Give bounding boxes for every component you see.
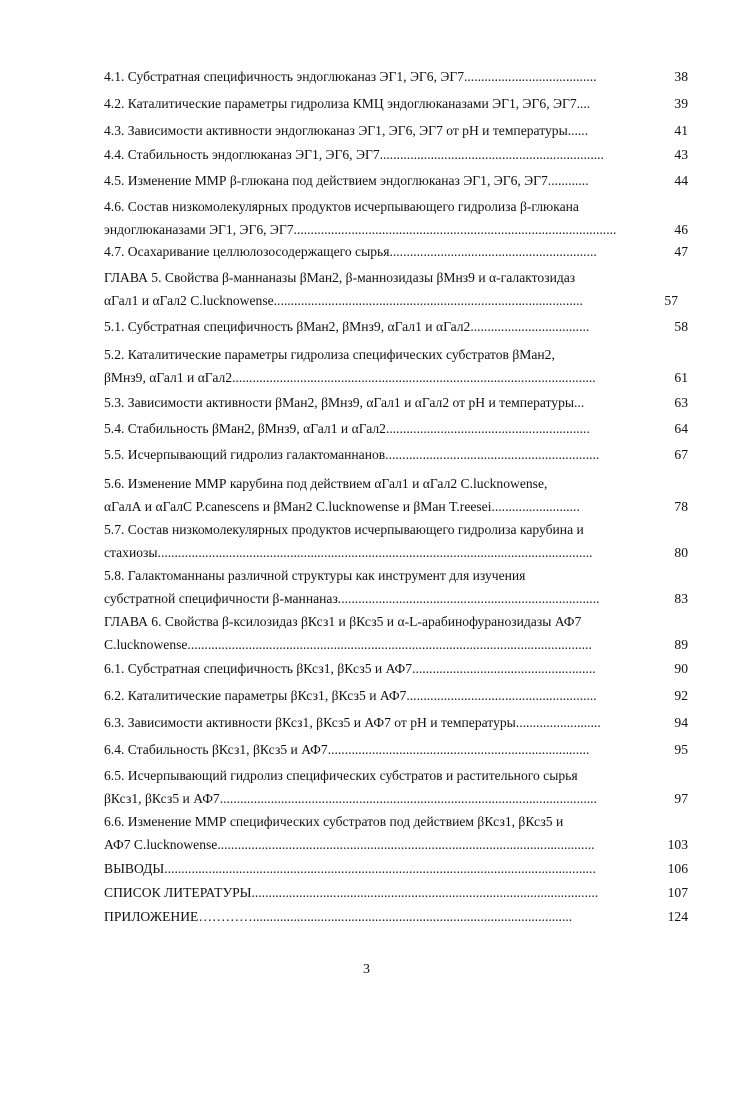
- toc-entry-text: 4.4. Стабильность эндоглюканаз ЭГ1, ЭГ6, ЭГ7..................................................................: [104, 147, 604, 162]
- toc-entry-page: 83: [674, 591, 688, 606]
- toc-entry-text: СПИСОК ЛИТЕРАТУРЫ......................................................................................................: [104, 885, 599, 900]
- toc-entry-page: 44: [674, 173, 688, 188]
- toc-entry-page: 67: [674, 447, 688, 462]
- toc-entry-text: 5.3. Зависимости активности βМан2, βМнз9, αГал1 и αГал2 от pH и температуры...: [104, 395, 585, 410]
- toc-entry-text: 5.6. Изменение ММР карубина под действием αГал1 и αГал2 C.lucknowense,: [104, 476, 548, 491]
- toc-entry-text: 6.5. Исчерпывающий гидролиз специфических субстратов и растительного сырья: [104, 768, 578, 783]
- toc-entry-page: 97: [674, 791, 688, 806]
- toc-entry-page: 92: [674, 688, 688, 703]
- toc-entry-page: 89: [674, 637, 688, 652]
- toc-entry-text: 4.3. Зависимости активности эндоглюканаз ЭГ1, ЭГ6, ЭГ7 от pH и температуры......: [104, 123, 589, 138]
- toc-entry-page: 64: [674, 421, 688, 436]
- toc-entry-text-continued: стахиозы................................................................................................................................: [104, 545, 593, 560]
- toc-entry-page: 38: [674, 69, 688, 84]
- toc-entry-text: 4.2. Каталитические параметры гидролиза КМЦ эндоглюканазами ЭГ1, ЭГ6, ЭГ7....: [104, 96, 591, 111]
- toc-entry-page: 39: [674, 96, 688, 111]
- toc-entry-text-continued: αГал1 и αГал2 C.lucknowense...........................................................................................: [104, 293, 583, 308]
- page-number: 3: [363, 962, 370, 977]
- toc-entry-text-continued: C.lucknowense.......................................................................................................................: [104, 637, 592, 652]
- toc-entry-page: 41: [674, 123, 688, 138]
- toc-entry-text: ПРИЛОЖЕНИЕ…………..............................................................................................: [104, 909, 573, 924]
- toc-entry-page: 61: [674, 370, 688, 385]
- toc-entry-text: 4.1. Субстратная специфичность эндоглюканаз ЭГ1, ЭГ6, ЭГ7.......................................: [104, 69, 597, 84]
- toc-entry-text: 6.2. Каталитические параметры βКсз1, βКсз5 и АФ7........................................................: [104, 688, 597, 703]
- toc-entry-text: ГЛАВА 6. Свойства β-ксилозидаз βКсз1 и βКсз5 и α-L-арабинофуранозидазы АФ7: [104, 614, 582, 629]
- toc-entry-page: 47: [674, 244, 688, 259]
- toc-entry-text: 5.5. Исчерпывающий гидролиз галактоманнанов...............................................................: [104, 447, 600, 462]
- toc-entry-text: ВЫВОДЫ...............................................................................................................................: [104, 861, 596, 876]
- toc-entry-text-continued: эндоглюканазами ЭГ1, ЭГ6, ЭГ7...............................................................................................: [104, 222, 617, 237]
- toc-entry-page: 103: [667, 837, 688, 852]
- toc-entry-page: 63: [674, 395, 688, 410]
- toc-entry-text-continued: βКсз1, βКсз5 и АФ7...............................................................................................................: [104, 791, 597, 806]
- toc-entry-page: 107: [667, 885, 688, 900]
- toc-entry-text-continued: αГалА и αГалС P.canescens и βМан2 C.lucknowense и βМан T.reesei..........................: [104, 499, 580, 514]
- toc-entry-page: 106: [667, 861, 688, 876]
- toc-entry-text: 4.6. Состав низкомолекулярных продуктов исчерпывающего гидролиза β-глюкана: [104, 199, 579, 214]
- toc-entry-text: 6.1. Субстратная специфичность βКсз1, βКсз5 и АФ7......................................................: [104, 661, 596, 676]
- toc-entry-text: 5.1. Субстратная специфичность βМан2, βМнз9, αГал1 и αГал2...................................: [104, 319, 590, 334]
- toc-entry-page: 94: [674, 715, 688, 730]
- toc-entry-page: 57: [664, 293, 678, 308]
- toc-entry-text: ГЛАВА 5. Свойства β-маннаназы βМан2, β-маннозидазы βМнз9 и α-галактозидаз: [104, 270, 576, 285]
- toc-entry-text: 5.8. Галактоманнаны различной структуры как инструмент для изучения: [104, 568, 526, 583]
- toc-entry-text: 4.5. Изменение ММР β-глюкана под действием эндоглюканаз ЭГ1, ЭГ6, ЭГ7............: [104, 173, 589, 188]
- toc-entry-page: 95: [674, 742, 688, 757]
- toc-entry-page: 58: [674, 319, 688, 334]
- toc-entry-text-continued: βМнз9, αГал1 и αГал2...........................................................................................................: [104, 370, 596, 385]
- toc-entry-page: 90: [674, 661, 688, 676]
- toc-entry-text: 6.4. Стабильность βКсз1, βКсз5 и АФ7.............................................................................: [104, 742, 590, 757]
- toc-entry-text: 6.6. Изменение ММР специфических субстратов под действием βКсз1, βКсз5 и: [104, 814, 564, 829]
- toc-entry-text: 5.4. Стабильность βМан2, βМнз9, αГал1 и αГал2............................................................: [104, 421, 590, 436]
- toc-entry-page: 78: [674, 499, 688, 514]
- toc-entry-page: 43: [674, 147, 688, 162]
- toc-entry-text-continued: АФ7 C.lucknowense...............................................................................................................: [104, 837, 595, 852]
- toc-entry-page: 80: [674, 545, 688, 560]
- toc-entry-page: 46: [674, 222, 688, 237]
- toc-entry-text-continued: субстратной специфичности β-маннаназ.............................................................................: [104, 591, 600, 606]
- toc-entry-page: 124: [667, 909, 688, 924]
- toc-entry-text: 5.2. Каталитические параметры гидролиза специфических субстратов βМан2,: [104, 347, 555, 362]
- toc-entry-text: 6.3. Зависимости активности βКсз1, βКсз5 и АФ7 от pH и температуры.........................: [104, 715, 601, 730]
- toc-entry-text: 5.7. Состав низкомолекулярных продуктов исчерпывающего гидролиза карубина и: [104, 522, 584, 537]
- toc-entry-text: 4.7. Осахаривание целлюлозосодержащего сырья.............................................................: [104, 244, 597, 259]
